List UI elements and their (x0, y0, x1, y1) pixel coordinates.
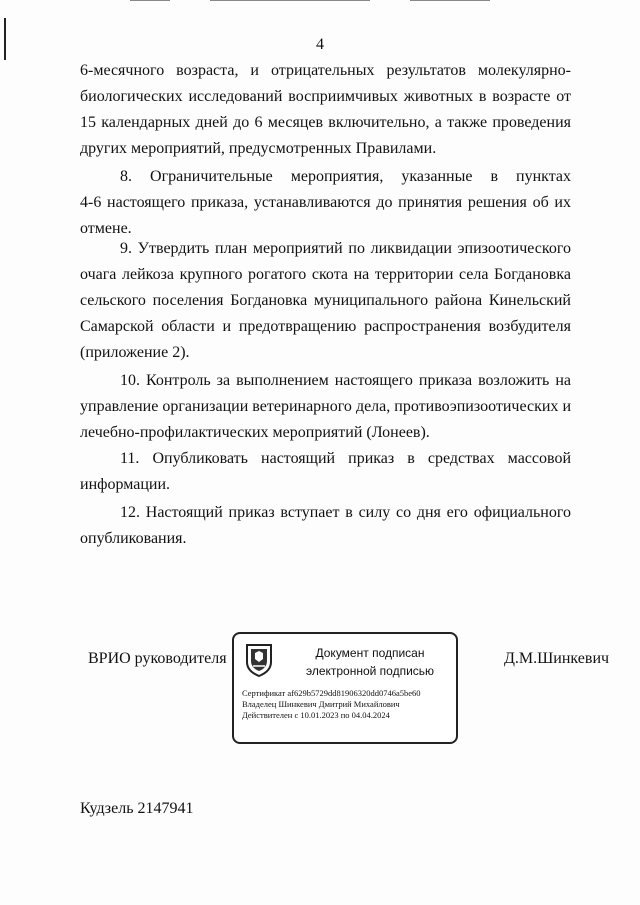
paragraph-item-9 (80, 236, 571, 366)
scan-top-rule (410, 0, 490, 1)
text-line: очага лейкоза крупного рогатого скота на территории села Богдановка (80, 266, 571, 283)
text-line: (приложение 2). (80, 344, 190, 361)
text-line: 10. Контроль за выполнением настоящего приказа возложить на (120, 372, 571, 389)
stamp-details (242, 688, 456, 721)
text-line: опубликования. (80, 530, 187, 547)
executor-line: Кудзель 2147941 (80, 800, 194, 817)
signatory-name: Д.М.Шинкевич (504, 650, 610, 667)
stamp-title (292, 644, 448, 680)
e-signature-stamp (232, 632, 458, 744)
paragraph-item-10 (80, 368, 571, 446)
stamp-title-line: Документ подписан (315, 646, 425, 660)
text-line: отмене. (80, 220, 132, 237)
coat-of-arms-icon (244, 642, 274, 678)
text-line: 4-6 настоящего приказа, устанавливаются до принятия решения об их (80, 194, 571, 211)
certificate-validity: Действителен с 10.01.2023 по 04.04.2024 (242, 710, 390, 720)
text-line: 11. Опубликовать настоящий приказ в средствах массовой (120, 450, 571, 467)
paragraph-item-11 (80, 446, 571, 498)
text-line: 12. Настоящий приказ вступает в силу со дня его официального (120, 504, 571, 521)
text-line: сельского поселения Богдановка муниципального района Кинельский (80, 292, 571, 309)
paragraph-item-8 (80, 164, 571, 242)
text-line: Самарской области и предотвращению распространения возбудителя (80, 318, 571, 335)
text-line: других мероприятий, предусмотренных Правилами. (80, 140, 437, 157)
text-line: 9. Утвердить план мероприятий по ликвидации эпизоотического (120, 240, 571, 257)
scan-top-rule (130, 0, 170, 1)
text-line: биологических исследований восприимчивых животных в возрасте от (80, 88, 571, 105)
signatory-position: ВРИО руководителя (88, 650, 227, 667)
stamp-title-line: электронной подписью (305, 664, 435, 678)
paragraph-continuation (80, 58, 571, 162)
certificate-number: Сертификат af629b5729dd81906320dd0746a5be60 (242, 688, 421, 698)
text-line: 8. Ограничительные мероприятия, указанные в пунктах (120, 168, 571, 185)
text-line: лечебно-профилактических мероприятий (Лонеев). (80, 424, 430, 441)
paragraph-item-12 (80, 500, 571, 552)
text-line: информации. (80, 476, 171, 493)
page-number: 4 (316, 36, 324, 53)
text-line: 15 календарных дней до 6 месяцев включительно, а также проведения (80, 114, 571, 131)
scan-top-rule (210, 0, 370, 1)
text-line: 6-месячного возраста, и отрицательных результатов молекулярно- (80, 62, 571, 79)
certificate-owner: Владелец Шинкевич Дмитрий Михайлович (242, 699, 400, 709)
text-line: управление организации ветеринарного дела, противоэпизоотических и (80, 398, 571, 415)
